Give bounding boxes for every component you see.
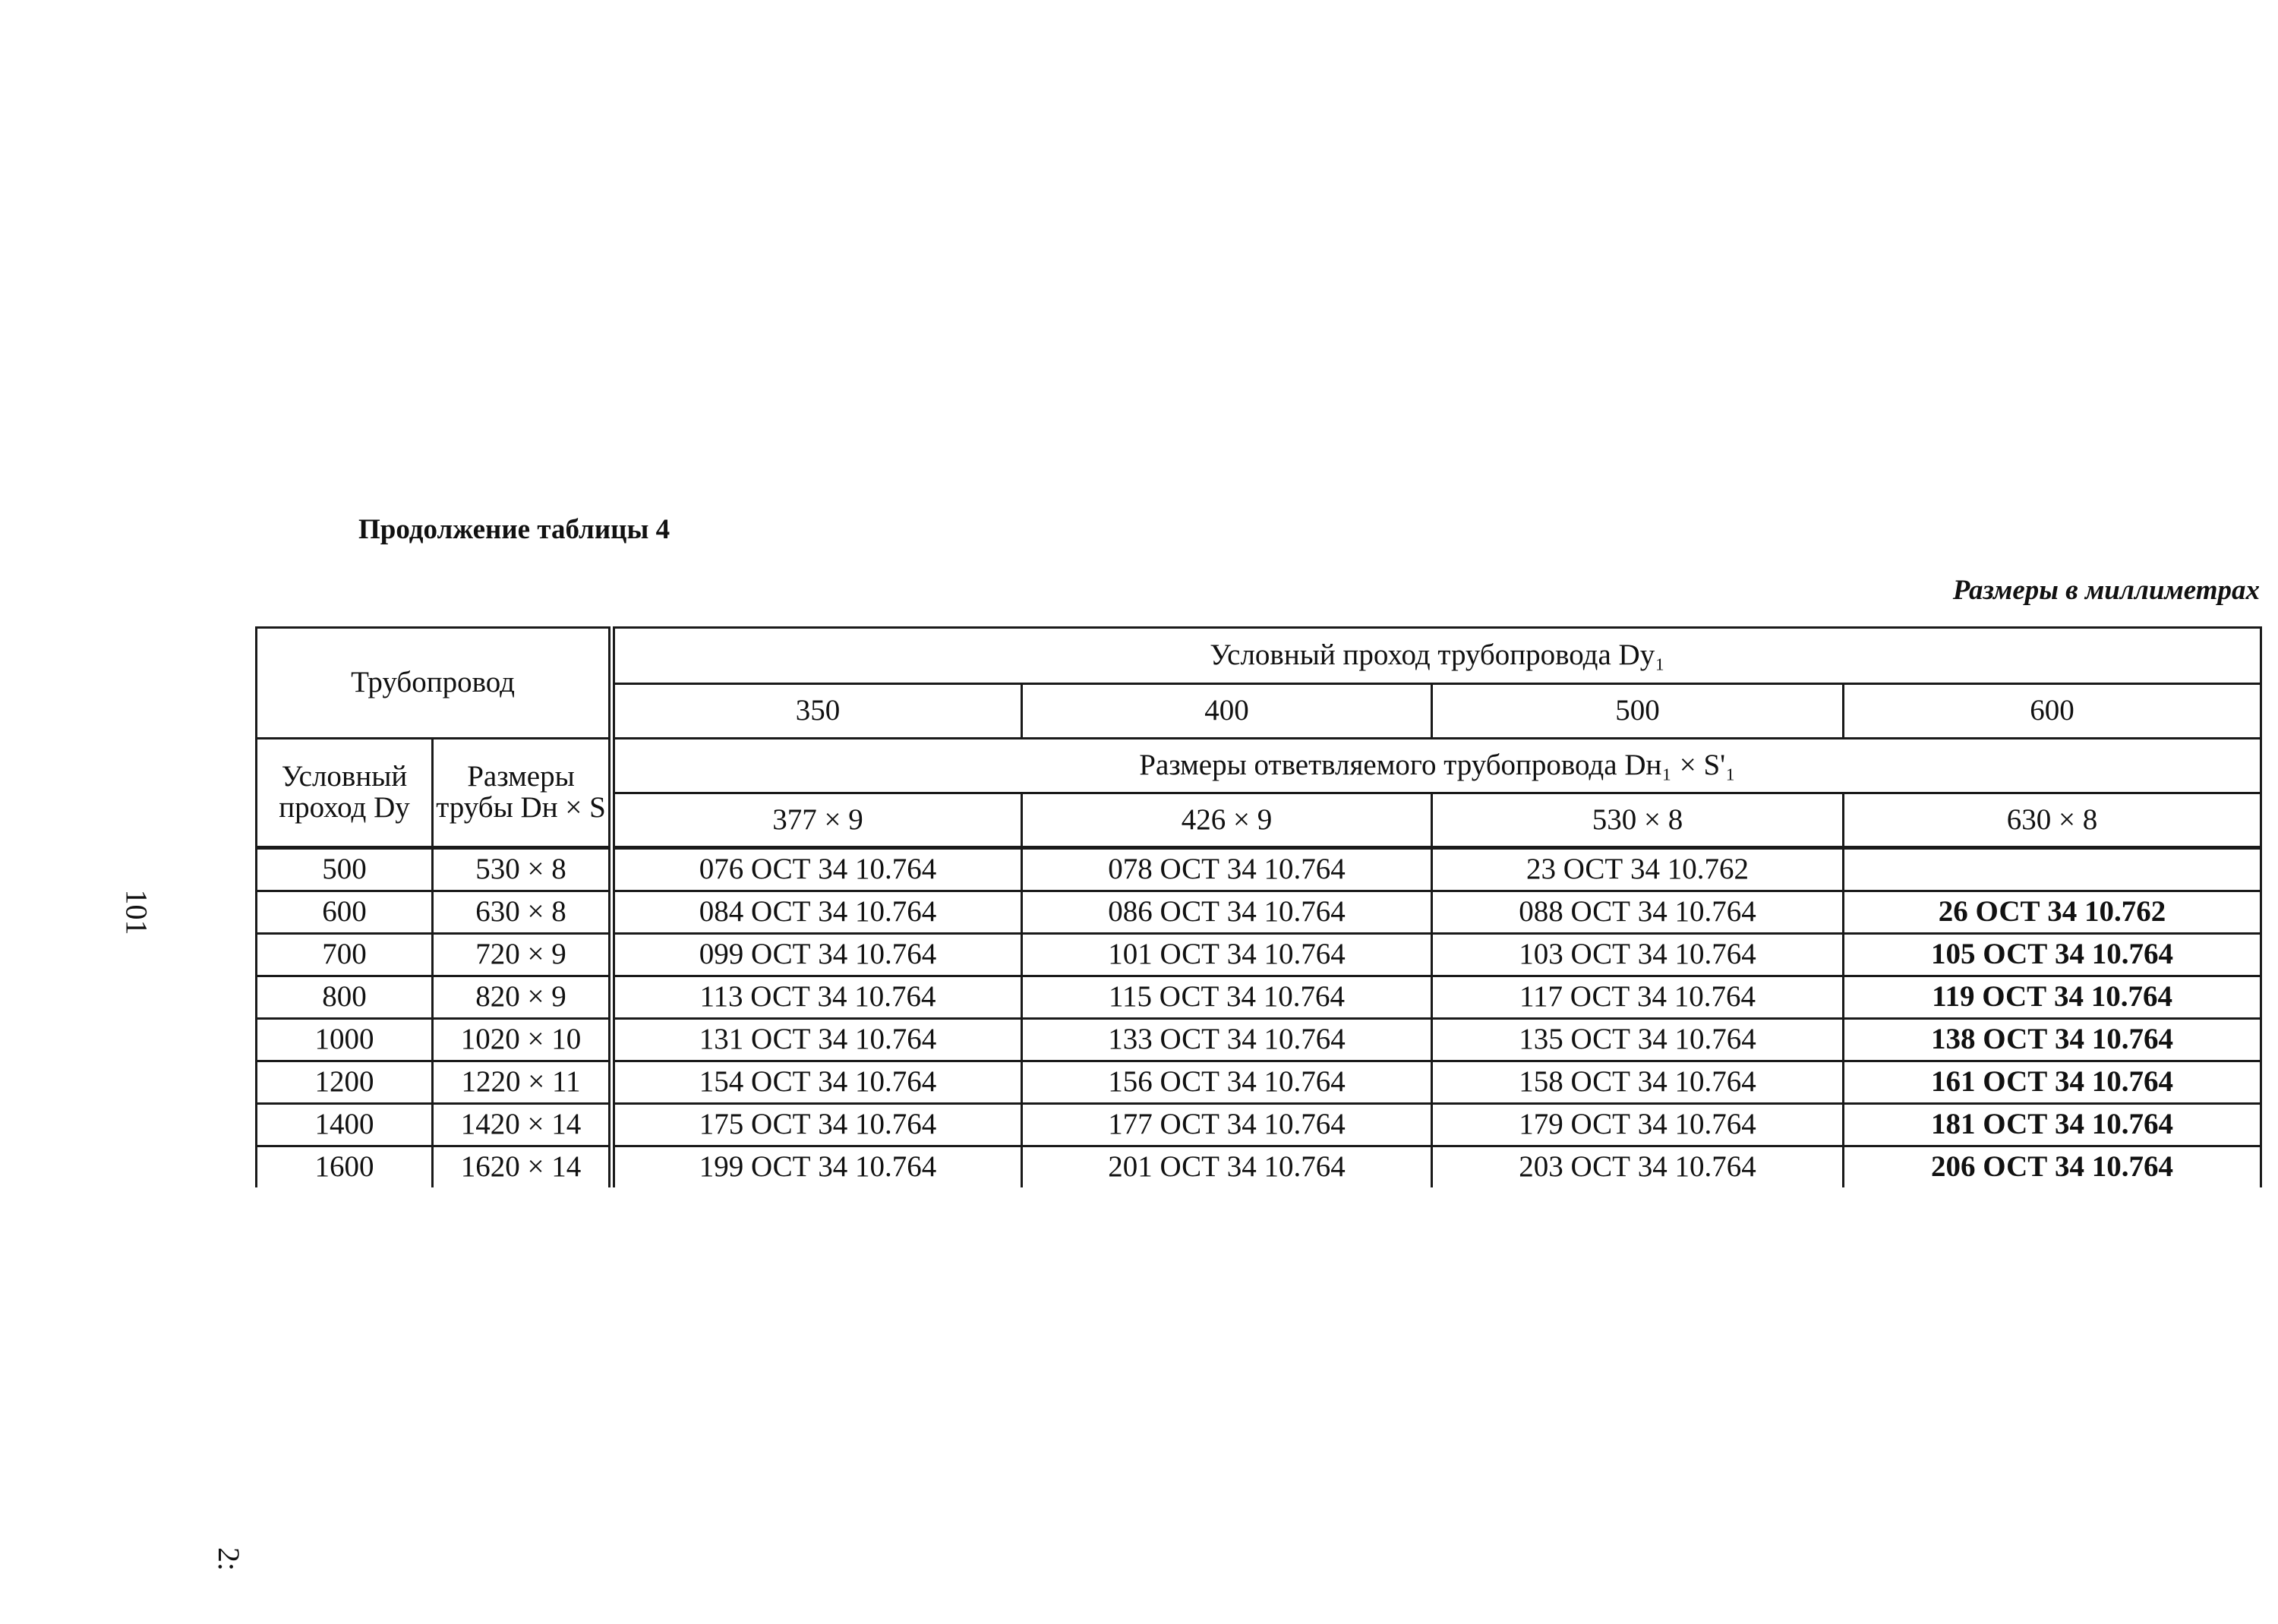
- code-cell: 177 ОСТ 34 10.764: [1022, 1104, 1432, 1146]
- pipeline-header: Трубопровод: [257, 628, 612, 739]
- code-cell: 084 ОСТ 34 10.764: [612, 891, 1022, 934]
- dy-cell: 1000: [257, 1019, 433, 1061]
- branch-nominal: 400: [1022, 684, 1432, 739]
- size-cell: 1020 × 10: [433, 1019, 612, 1061]
- dy-cell: 700: [257, 934, 433, 976]
- page-number: 101: [119, 889, 154, 935]
- branch-nominal: 500: [1432, 684, 1844, 739]
- code-cell: 181 ОСТ 34 10.764: [1844, 1104, 2261, 1146]
- units-note: Размеры в миллиметрах: [1952, 575, 2260, 606]
- size-cell: 630 × 8: [433, 891, 612, 934]
- code-cell: 115 ОСТ 34 10.764: [1022, 976, 1432, 1019]
- dy-cell: 600: [257, 891, 433, 934]
- dy-cell: 1200: [257, 1061, 433, 1104]
- dy-cell: 1600: [257, 1146, 433, 1188]
- code-cell: 103 ОСТ 34 10.764: [1432, 934, 1844, 976]
- size-cell: 820 × 9: [433, 976, 612, 1019]
- code-cell: 113 ОСТ 34 10.764: [612, 976, 1022, 1019]
- dy-cell: 500: [257, 848, 433, 891]
- table-row: [257, 1104, 2261, 1146]
- code-cell: 158 ОСТ 34 10.764: [1432, 1061, 1844, 1104]
- code-cell: 26 ОСТ 34 10.762: [1844, 891, 2261, 934]
- branch-size-header: Размеры ответвляемого трубопровода Dн₁ × S'₁: [612, 739, 2261, 793]
- branch-nominal: 350: [612, 684, 1022, 739]
- table-row: [257, 934, 2261, 976]
- table-row: [257, 891, 2261, 934]
- size-cell: 1220 × 11: [433, 1061, 612, 1104]
- branch-size: 377 × 9: [612, 793, 1022, 848]
- code-cell: 099 ОСТ 34 10.764: [612, 934, 1022, 976]
- code-cell: 179 ОСТ 34 10.764: [1432, 1104, 1844, 1146]
- dy-cell: 800: [257, 976, 433, 1019]
- code-cell: 088 ОСТ 34 10.764: [1432, 891, 1844, 934]
- code-cell: 131 ОСТ 34 10.764: [612, 1019, 1022, 1061]
- code-cell: 203 ОСТ 34 10.764: [1432, 1146, 1844, 1188]
- code-cell: 199 ОСТ 34 10.764: [612, 1146, 1022, 1188]
- code-cell: 175 ОСТ 34 10.764: [612, 1104, 1022, 1146]
- code-cell: 119 ОСТ 34 10.764: [1844, 976, 2261, 1019]
- table-caption: Продолжение таблицы 4: [358, 514, 670, 545]
- corner-mark: 2:: [212, 1547, 247, 1572]
- code-cell: 086 ОСТ 34 10.764: [1022, 891, 1432, 934]
- branch-nominal: 600: [1844, 684, 2261, 739]
- nominal-bore-header: Условный проход трубопровода Dy₁: [612, 628, 2261, 684]
- table-row: [257, 1019, 2261, 1061]
- code-cell: 105 ОСТ 34 10.764: [1844, 934, 2261, 976]
- size-cell: 1620 × 14: [433, 1146, 612, 1188]
- code-cell: 117 ОСТ 34 10.764: [1432, 976, 1844, 1019]
- code-cell: 078 ОСТ 34 10.764: [1022, 848, 1432, 891]
- code-cell: 133 ОСТ 34 10.764: [1022, 1019, 1432, 1061]
- size-cell: 1420 × 14: [433, 1104, 612, 1146]
- code-cell: 23 ОСТ 34 10.762: [1432, 848, 1844, 891]
- table-row: [257, 848, 2261, 891]
- nominal-bore-label: Условный проход Dy: [257, 739, 433, 848]
- branch-size: 426 × 9: [1022, 793, 1432, 848]
- code-cell: 156 ОСТ 34 10.764: [1022, 1061, 1432, 1104]
- code-cell: 161 ОСТ 34 10.764: [1844, 1061, 2261, 1104]
- code-cell: 138 ОСТ 34 10.764: [1844, 1019, 2261, 1061]
- branch-size: 530 × 8: [1432, 793, 1844, 848]
- code-cell: [1844, 848, 2261, 891]
- code-cell: 206 ОСТ 34 10.764: [1844, 1146, 2261, 1188]
- pipe-tee-table: [255, 626, 2262, 1187]
- dy-cell: 1400: [257, 1104, 433, 1146]
- branch-size: 630 × 8: [1844, 793, 2261, 848]
- code-cell: 135 ОСТ 34 10.764: [1432, 1019, 1844, 1061]
- table-row: [257, 1061, 2261, 1104]
- size-cell: 530 × 8: [433, 848, 612, 891]
- table-row: [257, 976, 2261, 1019]
- code-cell: 076 ОСТ 34 10.764: [612, 848, 1022, 891]
- size-cell: 720 × 9: [433, 934, 612, 976]
- table-row: [257, 1146, 2261, 1188]
- code-cell: 154 ОСТ 34 10.764: [612, 1061, 1022, 1104]
- code-cell: 201 ОСТ 34 10.764: [1022, 1146, 1432, 1188]
- pipe-size-label: Размеры трубы Dн × S: [433, 739, 612, 848]
- code-cell: 101 ОСТ 34 10.764: [1022, 934, 1432, 976]
